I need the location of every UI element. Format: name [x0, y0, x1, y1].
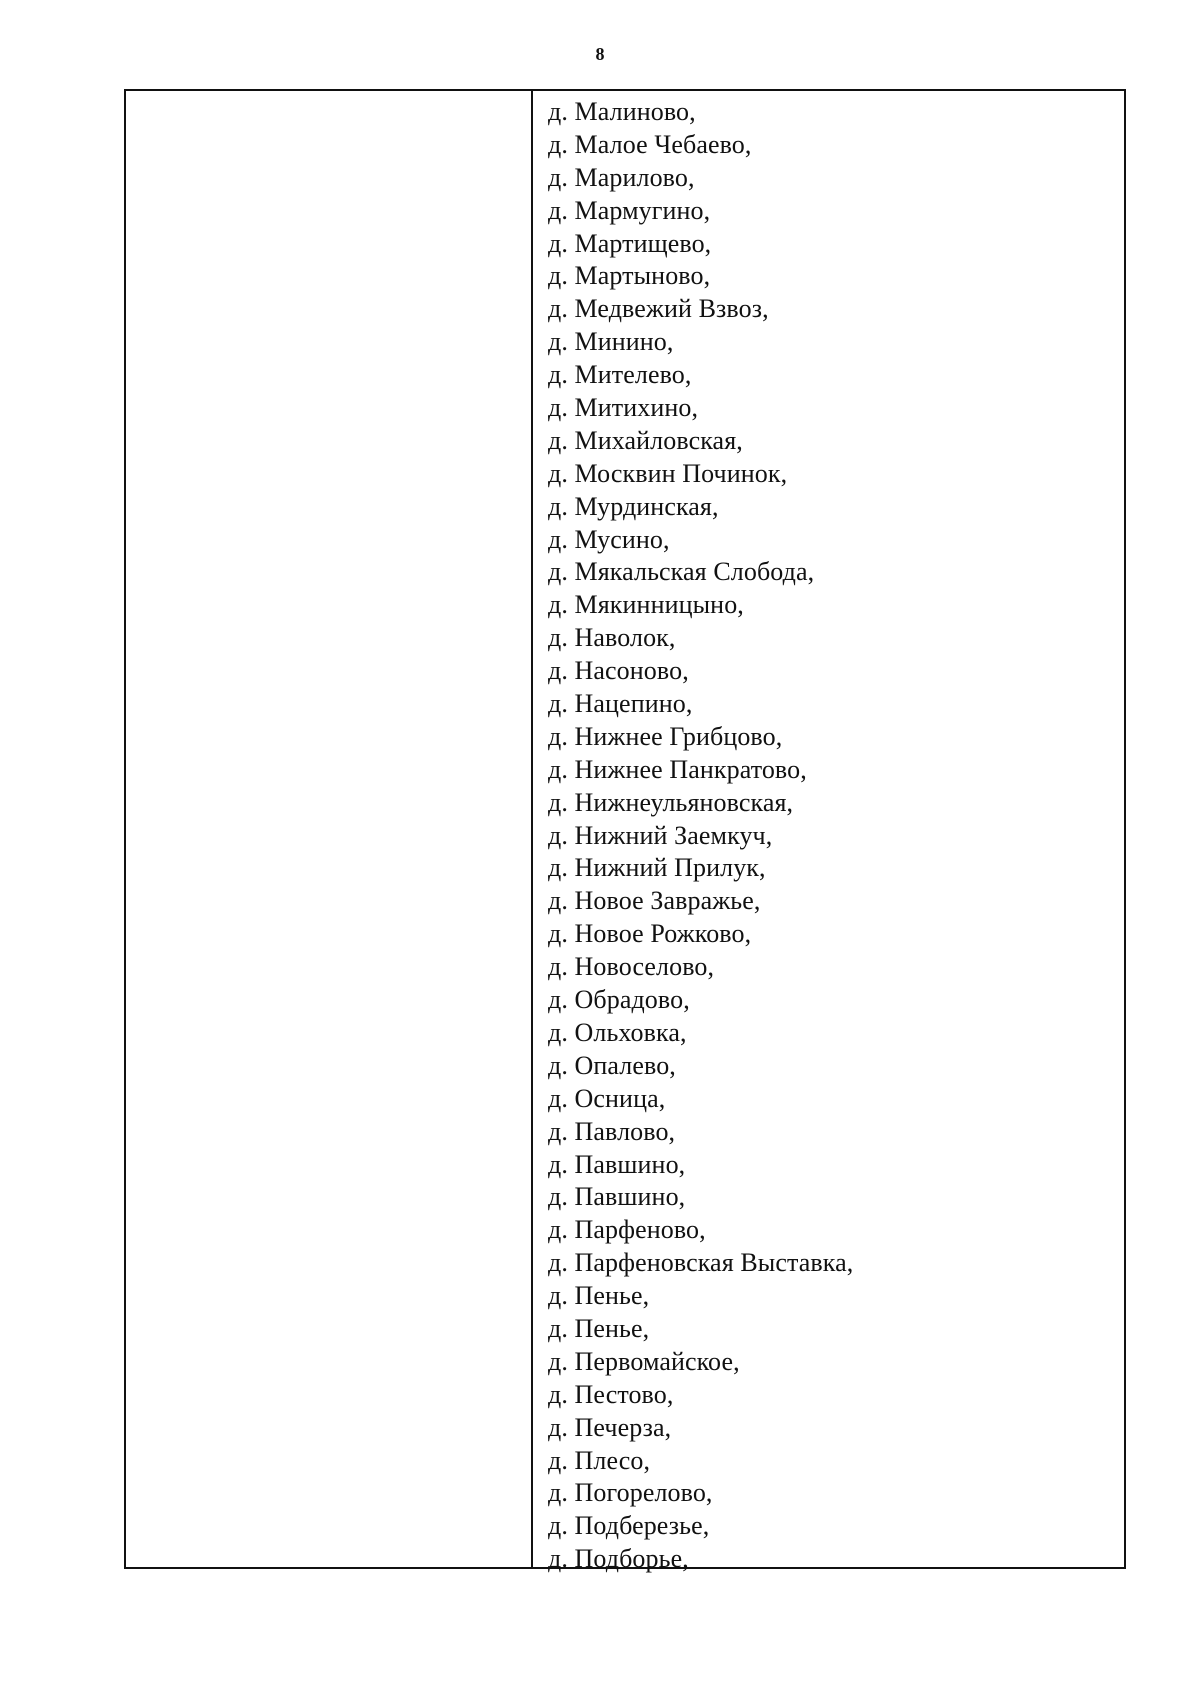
list-item: д. Осница, — [548, 1083, 666, 1113]
list-item: д. Ольховка, — [548, 1017, 687, 1047]
list-item: д. Плесо, — [548, 1445, 651, 1475]
list-item: д. Медвежий Взвоз, — [548, 294, 769, 324]
list-item: д. Мякинницыно, — [548, 590, 744, 620]
list-item: д. Павлово, — [548, 1116, 676, 1146]
list-item: д. Погорелово, — [548, 1478, 713, 1508]
settlements-table — [124, 89, 1126, 1574]
list-item: д. Мителево, — [548, 360, 692, 390]
list-item: д. Обрадово, — [548, 985, 690, 1015]
list-item: д. Новоселово, — [548, 952, 715, 982]
list-item: д. Опалево, — [548, 1050, 676, 1080]
list-item: д. Михайловская, — [548, 425, 743, 455]
list-item: д. Новое Рожково, — [548, 919, 752, 949]
list-item: д. Первомайское, — [548, 1346, 740, 1376]
list-item: д. Нацепино, — [548, 689, 693, 719]
list-item: д. Мартыново, — [548, 261, 711, 291]
list-item: д. Пенье, — [548, 1313, 650, 1343]
list-item: д. Нижний Прилук, — [548, 853, 766, 883]
list-item: д. Минино, — [548, 327, 674, 357]
list-item: д. Новое Завражье, — [548, 886, 761, 916]
table-left-cell — [126, 91, 532, 1567]
list-item: д. Мурдинская, — [548, 491, 719, 521]
list-item: д. Мармугино, — [548, 195, 711, 225]
list-item: д. Нижнее Грибцово, — [548, 721, 783, 751]
list-item: д. Малое Чебаево, — [548, 129, 752, 159]
list-item: д. Павшино, — [548, 1149, 686, 1179]
list-item: д. Нижнее Панкратово, — [548, 754, 807, 784]
list-item: д. Марилово, — [548, 162, 695, 192]
list-item: д. Павшино, — [548, 1182, 686, 1212]
list-item: д. Митихино, — [548, 393, 699, 423]
list-item: д. Насоново, — [548, 656, 689, 686]
settlement-list — [548, 96, 1124, 1576]
list-item: д. Наволок, — [548, 623, 676, 653]
list-item: д. Печерза, — [548, 1412, 672, 1442]
list-item: д. Парфеновская Выставка, — [548, 1248, 854, 1278]
list-item: д. Малиново, — [548, 97, 696, 126]
page-number: 8 — [595, 44, 605, 64]
list-item: д. Парфеново, — [548, 1215, 706, 1245]
list-item: д. Нижнеульяновская, — [548, 787, 794, 817]
list-item: д. Пестово, — [548, 1379, 674, 1409]
list-item: д. Подберезье, — [548, 1511, 710, 1541]
list-item: д. Мусино, — [548, 524, 670, 554]
list-item: д. Нижний Заемкуч, — [548, 820, 773, 850]
list-item: д. Москвин Починок, — [548, 458, 788, 488]
list-item: д. Подборье, — [548, 1544, 689, 1574]
list-item: д. Пенье, — [548, 1281, 650, 1311]
list-item: д. Мартищево, — [548, 228, 712, 258]
list-item: д. Мякальская Слобода, — [548, 557, 815, 587]
table-right-cell — [533, 91, 1124, 1574]
